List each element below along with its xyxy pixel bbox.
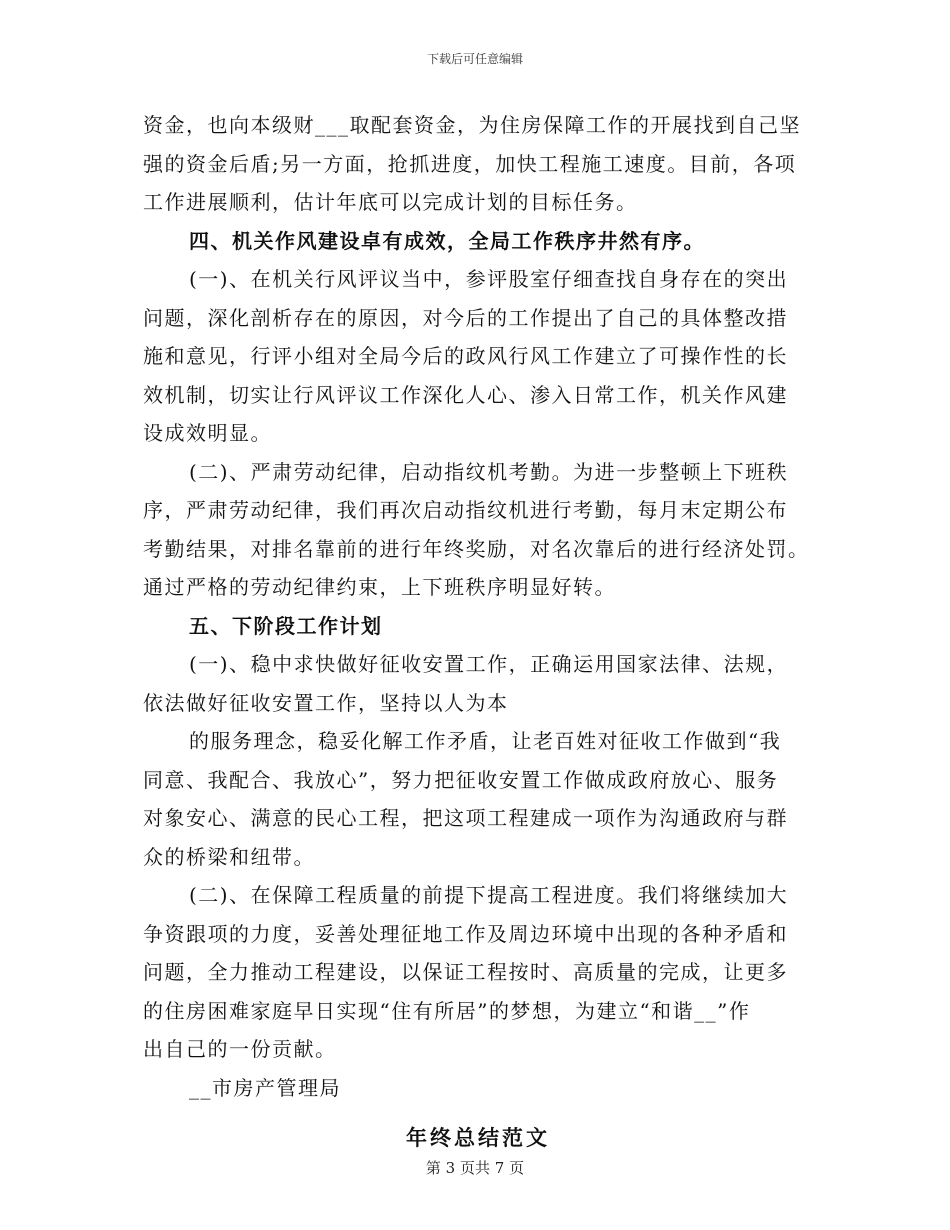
paragraph-line: 资金，也向本级财___取配套资金，为住房保障工作的开展找到自己坚 xyxy=(143,113,801,137)
paragraph-line: 争资跟项的力度，妥善处理征地工作及周边环境中出现的各种矛盾和 xyxy=(143,921,788,946)
paragraph-line: 设成效明显。 xyxy=(143,421,272,445)
paragraph-line: 对象安心、满意的民心工程，把这项工程建成一项作为沟通政府与群 xyxy=(143,806,788,830)
paragraph-line: 序，严肃劳动纪律，我们再次启动指纹机进行考勤，每月末定期公布 xyxy=(143,498,788,522)
paragraph-line: 众的桥梁和纽带。 xyxy=(143,844,315,869)
signature-line: __市房产管理局 xyxy=(189,1075,341,1100)
paragraph-line: (一)、稳中求快做好征收安置工作，正确运用国家法律、法规， xyxy=(189,652,789,676)
paragraph-line: 强的资金后盾;另一方面，抢抓进度，加快工程施工速度。目前，各项 xyxy=(143,151,797,176)
document-title: 年终总结范文 xyxy=(406,1125,550,1150)
paragraph-line: 工作进展顺利，估计年底可以完成计划的目标任务。 xyxy=(143,190,638,214)
document-body xyxy=(143,106,813,1158)
paragraph-line: 问题，深化剖析存在的原因，对今后的工作提出了自己的具体整改措 xyxy=(143,305,788,330)
section-heading: 四、机关作风建设卓有成效，全局工作秩序井然有序。 xyxy=(189,228,705,253)
page-number: 第 3 页共 7 页 xyxy=(425,1159,525,1177)
paragraph-line: 同意、我配合、我放心”，努力把征收安置工作做成政府放心、服务 xyxy=(143,767,779,792)
paragraph-line: 出自己的一份贡献。 xyxy=(143,1037,337,1061)
page-header: 下载后可任意编辑 xyxy=(426,52,523,66)
paragraph-line: 效机制，切实让行风评议工作深化人心、渗入日常工作，机关作风建 xyxy=(143,382,788,407)
paragraph-line: (二)、在保障工程质量的前提下提高工程进度。我们将继续加大 xyxy=(189,883,789,907)
paragraph-line: 的住房困难家庭早日实现“住有所居”的梦想，为建立“和谐__”作 xyxy=(143,998,751,1023)
paragraph-line: 通过严格的劳动纪律约束，上下班秩序明显好转。 xyxy=(143,575,616,599)
paragraph-line: (一)、在机关行风评议当中，参评股室仔细查找自身存在的突出 xyxy=(189,267,789,291)
paragraph-line: 施和意见，行评小组对全局今后的政风行风工作建立了可操作性的长 xyxy=(143,344,788,368)
paragraph-line: 的服务理念，稳妥化解工作矛盾，让老百姓对征收工作做到“我 xyxy=(189,729,782,753)
paragraph-line: (二)、严肃劳动纪律，启动指纹机考勤。为进一步整顿上下班秩 xyxy=(189,459,789,484)
paragraph-line: 问题，全力推动工程建设，以保证工程按时、高质量的完成，让更多 xyxy=(143,960,788,984)
section-heading: 五、下阶段工作计划 xyxy=(189,613,383,638)
paragraph-line: 考勤结果，对排名靠前的进行年终奖励，对名次靠后的进行经济处罚。 xyxy=(143,536,810,561)
paragraph-line: 依法做好征收安置工作，坚持以人为本 xyxy=(143,690,509,715)
